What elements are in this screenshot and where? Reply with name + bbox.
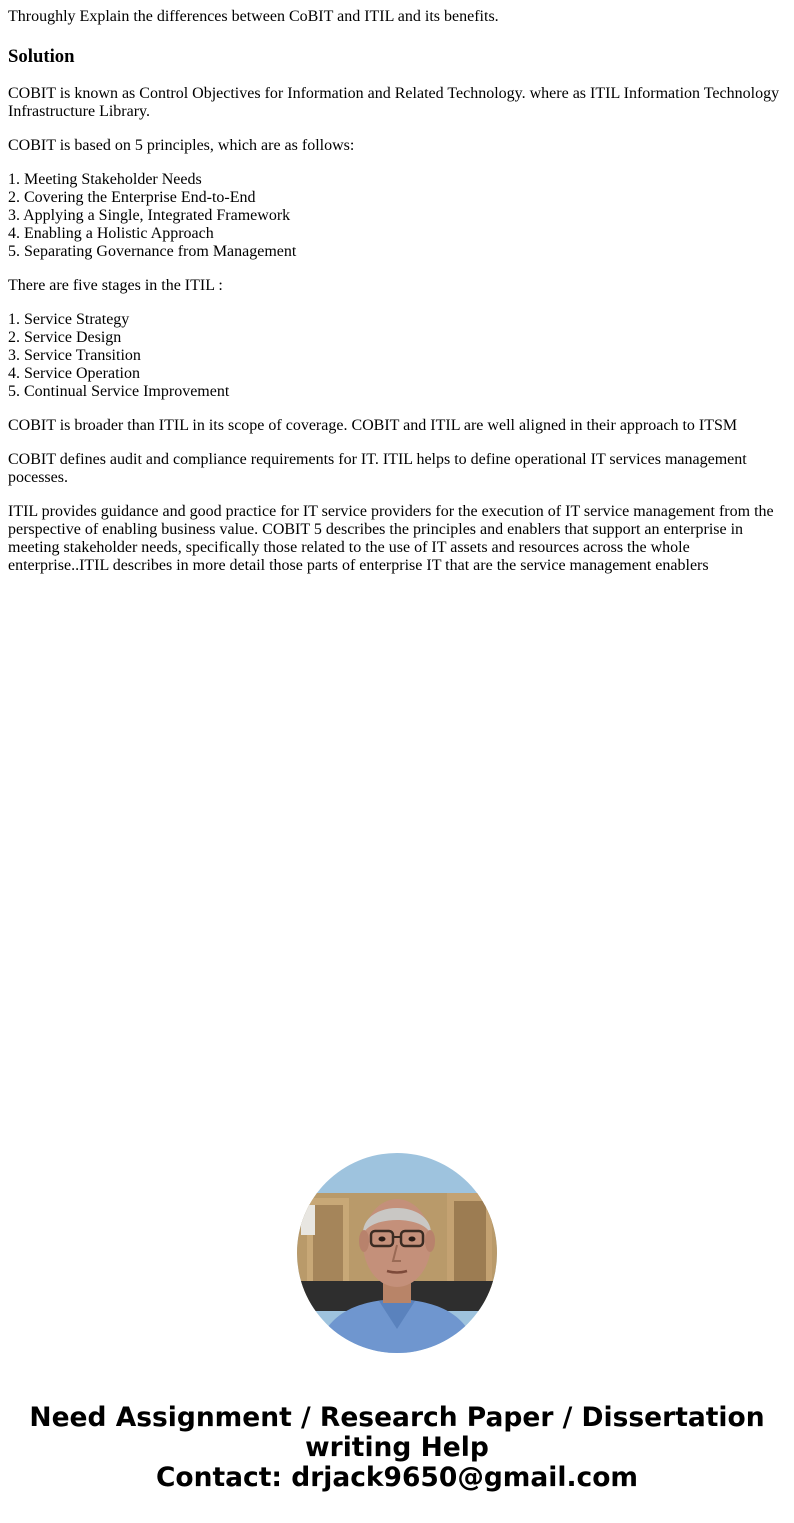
- contact-email: Contact: drjack9650@gmail.com: [155, 1462, 639, 1493]
- audit-paragraph: COBIT defines audit and compliance requirements for IT. ITIL helps to define operational IT services management pocesses.: [8, 451, 747, 486]
- list-item: 1. Service Strategy: [8, 311, 130, 328]
- guidance-paragraph: ITIL provides guidance and good practice for IT service providers for the execution of IT service management from the perspective of enabling business value. COBIT 5 describes the principles and enablers that support an enterprise in meeting stakeholder needs, specifically those related to the use of IT assets and resources across the whole enterprise..ITIL describes in more detail those parts of enterprise IT that are the service management enablers: [8, 503, 774, 574]
- document-body: [8, 8, 786, 575]
- list-item: 5. Continual Service Improvement: [8, 383, 230, 400]
- promo-line-1: Need Assignment / Research Paper / Dissertation: [29, 1402, 765, 1433]
- question-text: Throughly Explain the differences between CoBIT and ITIL and its benefits.: [8, 8, 499, 25]
- list-item: 2. Covering the Enterprise End-to-End: [8, 189, 256, 206]
- list-item: 3. Service Transition: [8, 347, 141, 364]
- solution-heading: Solution: [8, 46, 75, 67]
- itil-stages-intro: There are five stages in the ITIL :: [8, 277, 223, 294]
- promo-line-2: writing Help: [305, 1432, 489, 1463]
- list-item: 2. Service Design: [8, 329, 122, 346]
- scope-paragraph: COBIT is broader than ITIL in its scope of coverage. COBIT and ITIL are well aligned in their approach to ITSM: [8, 417, 738, 434]
- cobit-principles-list: [8, 171, 786, 261]
- list-item: 5. Separating Governance from Management: [8, 243, 297, 260]
- list-item: 4. Enabling a Holistic Approach: [8, 225, 214, 242]
- intro-paragraph: COBIT is known as Control Objectives for Information and Related Technology. where as ITIL Information Technology Infrastructure Library.: [8, 85, 780, 120]
- cobit-principles-intro: COBIT is based on 5 principles, which are as follows:: [8, 137, 355, 154]
- list-item: 4. Service Operation: [8, 365, 140, 382]
- itil-stages-list: [8, 311, 786, 401]
- list-item: 1. Meeting Stakeholder Needs: [8, 171, 202, 188]
- author-avatar: [297, 1153, 497, 1353]
- list-item: 3. Applying a Single, Integrated Framework: [8, 207, 291, 224]
- author-photo: [297, 1153, 497, 1353]
- contact-banner: [0, 1403, 794, 1493]
